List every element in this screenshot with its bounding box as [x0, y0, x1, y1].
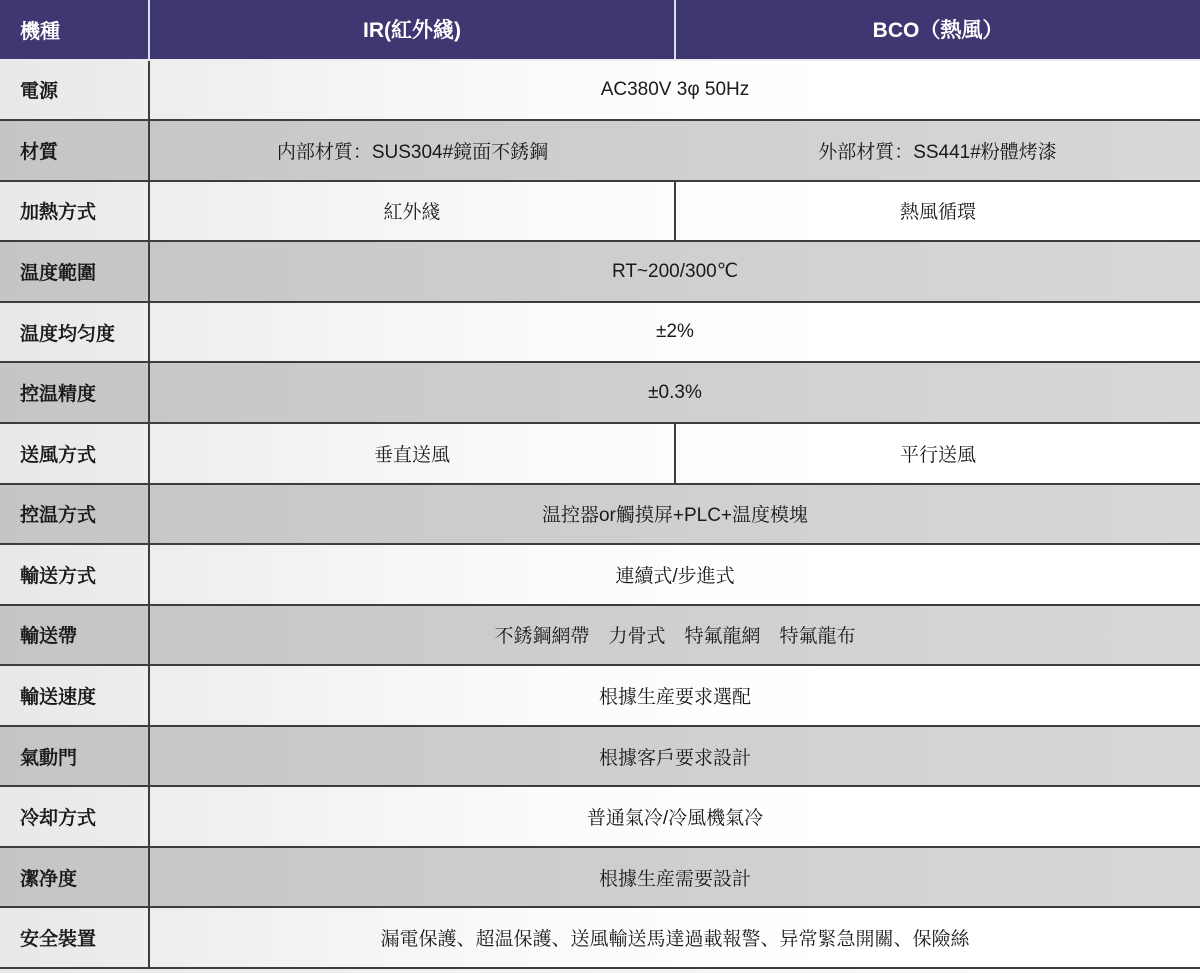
row-temperature-range-value: RT~200/300℃: [611, 261, 739, 283]
row-power-value: AC380V 3φ 50Hz: [600, 78, 750, 100]
row-pneumatic-door-value: 根據客戶要求設計: [598, 747, 751, 769]
col-header-ir: IR(紅外綫): [150, 0, 676, 59]
row-power: [0, 61, 1200, 122]
row-temperature-uniformity-label: 温度均匀度: [0, 303, 150, 362]
row-cleanliness-label: 潔净度: [0, 848, 150, 907]
row-pneumatic-door: [0, 727, 1200, 788]
row-cooling-method-label: 冷却方式: [0, 787, 150, 846]
row-temperature-uniformity: [0, 303, 1200, 364]
row-cooling-method-value: 普通氣冷/冷風機氣冷: [586, 808, 764, 830]
col-header-bco: BCO（熱風）: [872, 19, 1004, 43]
row-conveyor-belt-label: 輸送帶: [0, 606, 150, 665]
row-material-outer: 外部材質：SS441#粉體烤漆: [818, 141, 1057, 163]
row-pneumatic-door-label: 氣動門: [0, 727, 150, 786]
col-header-machine-type: 機種: [0, 0, 150, 59]
row-cleanliness: [0, 848, 1200, 909]
row-air-supply-method-label: 送風方式: [0, 424, 150, 483]
row-air-supply-method-bco: 平行送風: [899, 444, 976, 466]
row-safety-devices-label: 安全裝置: [0, 908, 150, 967]
row-temperature-range: [0, 242, 1200, 303]
row-power-label: 電源: [0, 61, 150, 120]
row-material-label: 材質: [0, 121, 150, 180]
row-cleanliness-value: 根據生産需要設計: [598, 868, 751, 890]
row-air-supply-method-ir: 垂直送風: [150, 424, 676, 483]
row-cooling-method: [0, 787, 1200, 848]
row-conveying-speed: [0, 666, 1200, 727]
row-temperature-control-accuracy-label: 控温精度: [0, 363, 150, 422]
row-temperature-control-method-value: 温控器or觸摸屏+PLC+温度模塊: [541, 505, 809, 527]
row-conveying-speed-label: 輸送速度: [0, 666, 150, 725]
row-temperature-range-label: 温度範圍: [0, 242, 150, 301]
row-temperature-control-accuracy: [0, 363, 1200, 424]
row-temperature-control-method: [0, 485, 1200, 546]
row-conveyor-belt: [0, 606, 1200, 667]
row-heating-method-bco: 熱風循環: [899, 202, 976, 224]
row-air-supply-method: [0, 424, 1200, 485]
row-conveyor-belt-value: 不銹鋼網帶 力骨式 特氟龍網 特氟龍布: [494, 626, 856, 648]
row-material-inner: 内部材質：SUS304#鏡面不銹鋼: [276, 141, 549, 163]
row-conveying-speed-value: 根據生産要求選配: [598, 686, 751, 708]
row-safety-devices: [0, 908, 1200, 969]
row-heating-method-ir: 紅外綫: [150, 182, 676, 241]
row-conveying-method: [0, 545, 1200, 606]
row-temperature-control-accuracy-value: ±0.3%: [648, 381, 702, 403]
row-conveying-method-value: 連續式/步進式: [615, 565, 735, 587]
header-row: [0, 0, 1200, 61]
row-conveying-method-label: 輸送方式: [0, 545, 150, 604]
row-temperature-uniformity-value: ±2%: [656, 321, 694, 343]
row-heating-method: [0, 182, 1200, 243]
row-material-values: [150, 121, 1200, 180]
row-temperature-control-method-label: 控温方式: [0, 485, 150, 544]
row-safety-devices-value: 漏電保護、超温保護、送風輸送馬達過載報警、异常緊急開關、保險絲: [380, 929, 970, 951]
row-material: [0, 121, 1200, 182]
table-bottom-strip: [0, 969, 1200, 973]
row-heating-method-label: 加熱方式: [0, 182, 150, 241]
